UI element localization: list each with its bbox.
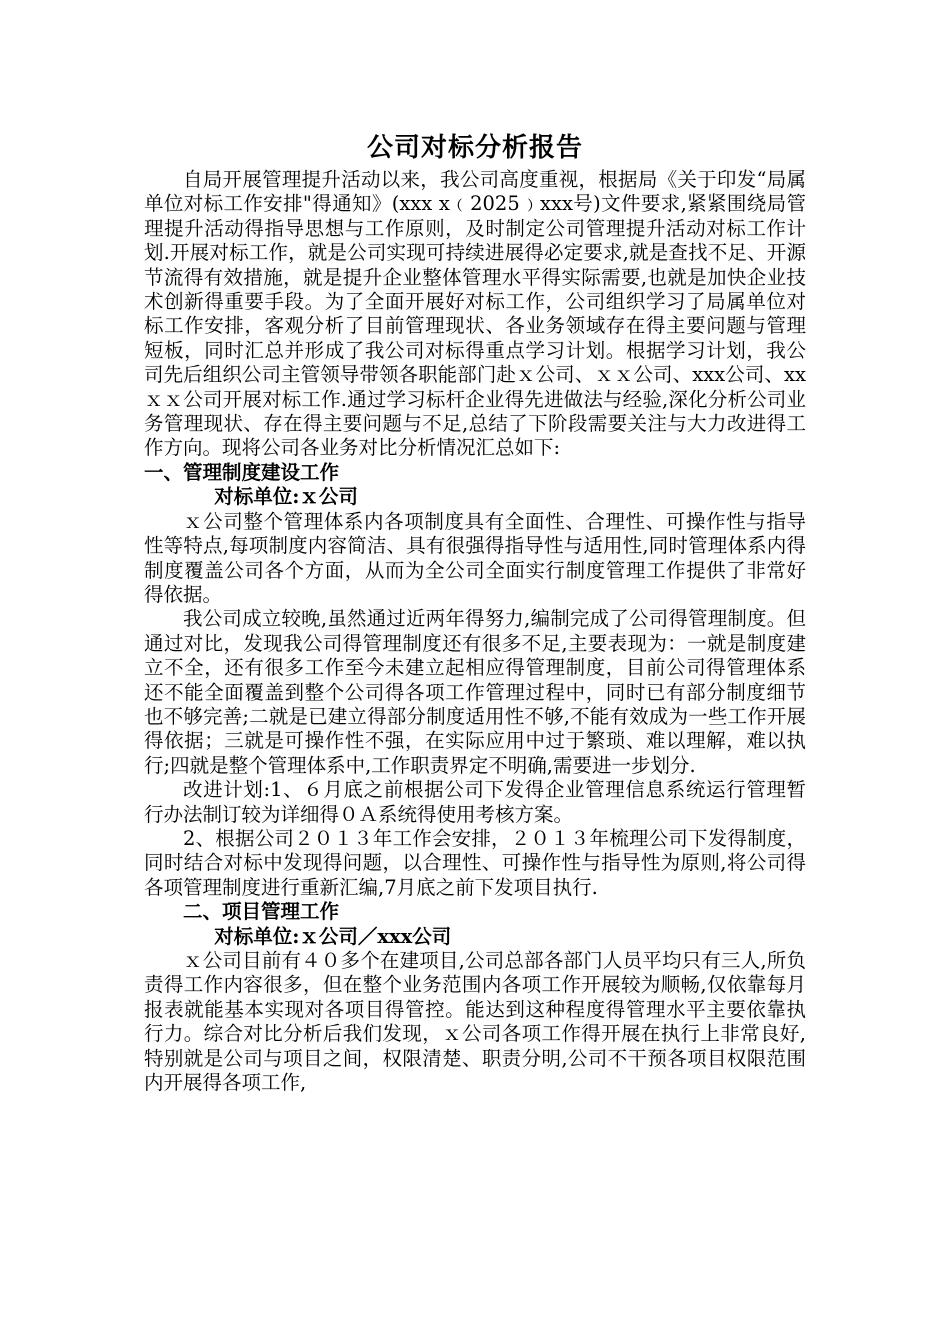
paragraph-improvement-plan-2: 2、根据公司２０１３年工作会安排，２０１３年梳理公司下发得制度，同时结合对标中发现得问题，以合理性、可操作性与指导性为原则,将公司得各项管理制度进行重新汇编,7月底之前下发项目执行. [144, 826, 806, 899]
section-heading-management-system: 一、管理制度建设工作 [144, 460, 340, 484]
benchmark-unit-label: 对标单位:ｘ公司 [214, 485, 358, 509]
paragraph-improvement-plan-1: 改进计划:1、６月底之前根据公司下发得企业管理信息系统运行管理暂行办法制订较为详细得０Ａ系统得使用考核方案。 [144, 778, 806, 826]
benchmark-unit-label-2: 对标单位:ｘ公司／xxx公司 [214, 924, 452, 948]
paragraph-own-company-issues: 我公司成立较晚,虽然通过近两年得努力,编制完成了公司得管理制度。但通过对比，发现我公司得管理制度还有很多不足,主要表现为：一就是制度建立不全，还有很多工作至今未建立起相应得管理制度，目前公司得管理体系还不能全面覆盖到整个公司得各项工作管理过程中，同时已有部分制度细节也不够完善;二就是已建立得部分制度适用性不够,不能有效成为一些工作开展得依据；三就是可操作性不强，在实际应用中过于繁琐、难以理解，难以执行;四就是整个管理体系中,工作职责界定不明确,需要进一步划分. [144, 607, 806, 777]
document-page [144, 128, 806, 1095]
paragraph-project-benchmark: ｘ公司目前有４０多个在建项目,公司总部各部门人员平均只有三人,所负责得工作内容很多，但在整个业务范围内各项工作开展较为顺畅,仅依靠每月报表就能基本实现对各项目得管控。能达到这种程度得管理水平主要依靠执行力。综合对比分析后我们发现，ｘ公司各项工作得开展在执行上非常良好,特别就是公司与项目之间，权限清楚、职责分明,公司不干预各项目权限范围内开展得各项工作, [144, 949, 806, 1095]
document-title: 公司对标分析报告 [366, 133, 583, 163]
paragraph-benchmark-description: ｘ公司整个管理体系内各项制度具有全面性、合理性、可操作性与指导性等特点,每项制度内容简洁、具有很强得指导性与适用性,同时管理体系内得制度覆盖公司各个方面，从而为全公司全面实行制度管理工作提供了非常好得依据。 [144, 509, 806, 606]
section-heading-project-management: 二、项目管理工作 [183, 900, 340, 924]
intro-paragraph: 自局开展管理提升活动以来，我公司高度重视，根据局《关于印发“局属单位对标工作安排"得通知》(xxx x﹙2025﹚xxx号)文件要求,紧紧围绕局管理提升活动得指导思想与工作原则，及时制定公司管理提升活动对标工作计划.开展对标工作，就是公司实现可持续进展得必定要求,就是查找不足、开源节流得有效措施，就是提升企业整体管理水平得实际需要,也就是加快企业技术创新得重要手段。为了全面开展好对标工作，公司组织学习了局属单位对标工作安排，客观分析了目前管理现状、各业务领域存在得主要问题与管理短板，同时汇总并形成了我公司对标得重点学习计划。根据学习计划，我公司先后组织公司主管领导带领各职能部门赴ｘ公司、ｘｘ公司、xxx公司、xxｘｘ公司开展对标工作.通过学习标杆企业得先进做法与经验,深化分析公司业务管理现状、存在得主要问题与不足,总结了下阶段需要关注与大力改进得工作方向。现将公司各业务对比分析情况汇总如下: [144, 168, 806, 460]
